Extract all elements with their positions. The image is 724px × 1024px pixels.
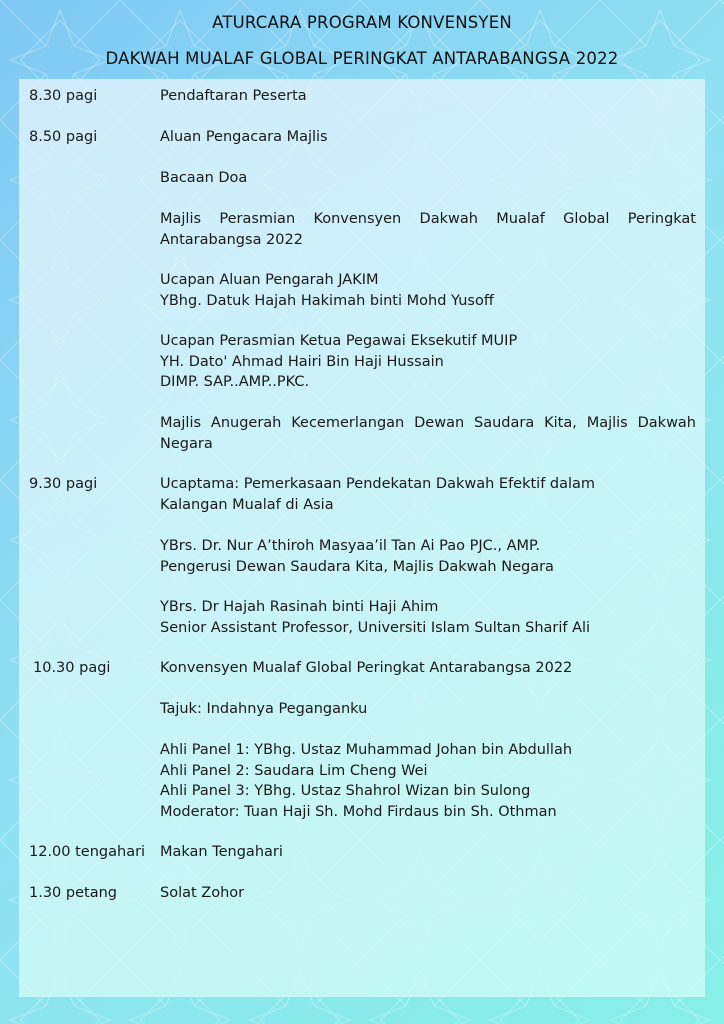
schedule-item: Makan Tengahari bbox=[160, 844, 283, 860]
schedule-item: Senior Assistant Professor, Universiti Islam Sultan Sharif Ali bbox=[160, 619, 591, 636]
schedule-time: 9.30 pagi bbox=[29, 476, 98, 492]
schedule-item: Ahli Panel 2: Saudara Lim Cheng Wei bbox=[160, 762, 428, 779]
schedule-time: 10.30 pagi bbox=[33, 660, 111, 676]
schedule-item: YBhg. Datuk Hajah Hakimah binti Mohd Yusoff bbox=[160, 292, 494, 309]
program-subtitle: DAKWAH MUALAF GLOBAL PERINGKAT ANTARABANGSA 2022 bbox=[105, 49, 619, 68]
schedule-item: Bacaan Doa bbox=[160, 170, 248, 186]
schedule-time: 1.30 petang bbox=[29, 885, 117, 901]
schedule-time: 8.30 pagi bbox=[29, 88, 98, 104]
schedule-item: Konvensyen Mualaf Global Peringkat Antarabangsa 2022 bbox=[160, 660, 573, 676]
program-title: ATURCARA PROGRAM KONVENSYEN bbox=[212, 13, 512, 32]
schedule-item: Pengerusi Dewan Saudara Kita, Majlis Dakwah Negara bbox=[160, 558, 554, 575]
schedule-item: Ucapan Aluan Pengarah JAKIM bbox=[160, 272, 379, 288]
schedule-item: Moderator: Tuan Haji Sh. Mohd Firdaus bin Sh. Othman bbox=[160, 803, 557, 820]
schedule-item: Ucapan Perasmian Ketua Pegawai Eksekutif MUIP bbox=[160, 333, 518, 349]
schedule-time: 8.50 pagi bbox=[29, 129, 98, 145]
schedule-item: YBrs. Dr Hajah Rasinah binti Haji Ahim bbox=[160, 599, 439, 615]
schedule-item: Ahli Panel 1: YBhg. Ustaz Muhammad Johan bin Abdullah bbox=[160, 742, 573, 758]
schedule-item: Ucaptama: Pemerkasaan Pendekatan Dakwah Efektif dalam bbox=[160, 476, 596, 492]
schedule-item: DIMP. SAP..AMP..PKC. bbox=[160, 374, 310, 390]
schedule-item: Solat Zohor bbox=[160, 885, 245, 901]
schedule-item: Kalangan Mualaf di Asia bbox=[160, 496, 334, 513]
schedule-item: Aluan Pengacara Majlis bbox=[160, 129, 328, 145]
schedule-time: 12.00 tengahari bbox=[29, 844, 146, 860]
schedule-item: YH. Dato' Ahmad Hairi Bin Haji Hussain bbox=[160, 353, 444, 370]
schedule-panel bbox=[19, 79, 705, 997]
schedule-item: Majlis Anugerah Kecemerlangan Dewan Saudara Kita, Majlis Dakwah Negara bbox=[160, 415, 696, 452]
schedule-item: YBrs. Dr. Nur A’thiroh Masyaa’il Tan Ai Pao PJC., AMP. bbox=[160, 538, 541, 554]
schedule-item: Tajuk: Indahnya Peganganku bbox=[160, 701, 368, 717]
schedule-item: Pendaftaran Peserta bbox=[160, 88, 307, 104]
schedule-item: Ahli Panel 3: YBhg. Ustaz Shahrol Wizan bin Sulong bbox=[160, 783, 531, 799]
schedule-item: Majlis Perasmian Konvensyen Dakwah Mualaf Global Peringkat Antarabangsa 2022 bbox=[160, 211, 696, 248]
